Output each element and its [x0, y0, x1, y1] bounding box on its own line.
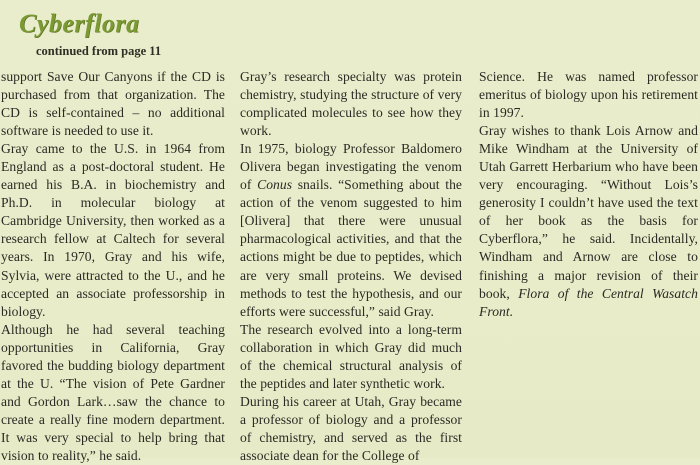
paragraph: Science. He was named professor emeritus of biology upon his retirement in 1997. [479, 69, 698, 121]
paragraph: During his career at Utah, Gray became a professor of biology and a professor of chemistry, and served as the first associate dean for the College of [240, 393, 462, 463]
column-3 [479, 68, 698, 321]
paragraph: The research evolved into a long-term collaboration in which Gray did much of the chemical structural analysis of the peptides and later synthetic work. [240, 321, 462, 391]
paragraph: support Save Our Canyons if the CD is purchased from that organization. The CD is self-contained – no additional software is needed to use it. [1, 69, 225, 139]
column-1 [1, 68, 225, 465]
book-title: Flora of the Central Wasatch Front. [479, 285, 698, 319]
column-2 [240, 68, 462, 465]
paragraph: Gray came to the U.S. in 1964 from England as a post-doctoral student. He earned his B.A. in biochemistry and Ph.D. in molecular biology at Cambridge University, then worked as a research fellow at Caltech for several years. In 1970, Gray and his wife, Sylvia, were attracted to the U., and he accepted an associate professorship in biology. [1, 141, 225, 319]
paragraph [240, 140, 462, 320]
paragraph: Gray’s research specialty was protein chemistry, studying the structure of very complicated molecules to see how they work. [240, 69, 462, 139]
paragraph-text: snails. “Something about the action of the venom suggested to him [Olivera] that there were unusual pharmacological activities, and that the actions might be due to peptides, which are very small proteins. We devised methods to test the hypothesis, and our efforts were successful,” said Gray. [240, 177, 462, 319]
continued-from-line: continued from page 11 [36, 44, 162, 58]
paragraph: Although he had several teaching opportunities in California, Gray favored the budding biology department at the U. “The vision of Pete Gardner and Gordon Lark…saw the chance to create a really fine modern department. It was very special to help bring that vision to reality,” he said. [1, 321, 225, 463]
paragraph-text: Gray wishes to thank Lois Arnow and Mike Windham at the University of Utah Garrett Herbarium who have been very encouraging. “Without Lois’s generosity I couldn’t have used the text of her book as the basis for Cyberflora,” he said. Incidentally, Windham and Arnow are close to finishing a major revision of their book, [479, 123, 698, 301]
paragraph [479, 122, 698, 321]
species-name: Conus [257, 177, 293, 193]
paragraph-text: In 1975, biology Professor Baldomero Olivera began investigating the venom of [240, 141, 462, 193]
masthead-title: Cyberflora [19, 9, 140, 38]
